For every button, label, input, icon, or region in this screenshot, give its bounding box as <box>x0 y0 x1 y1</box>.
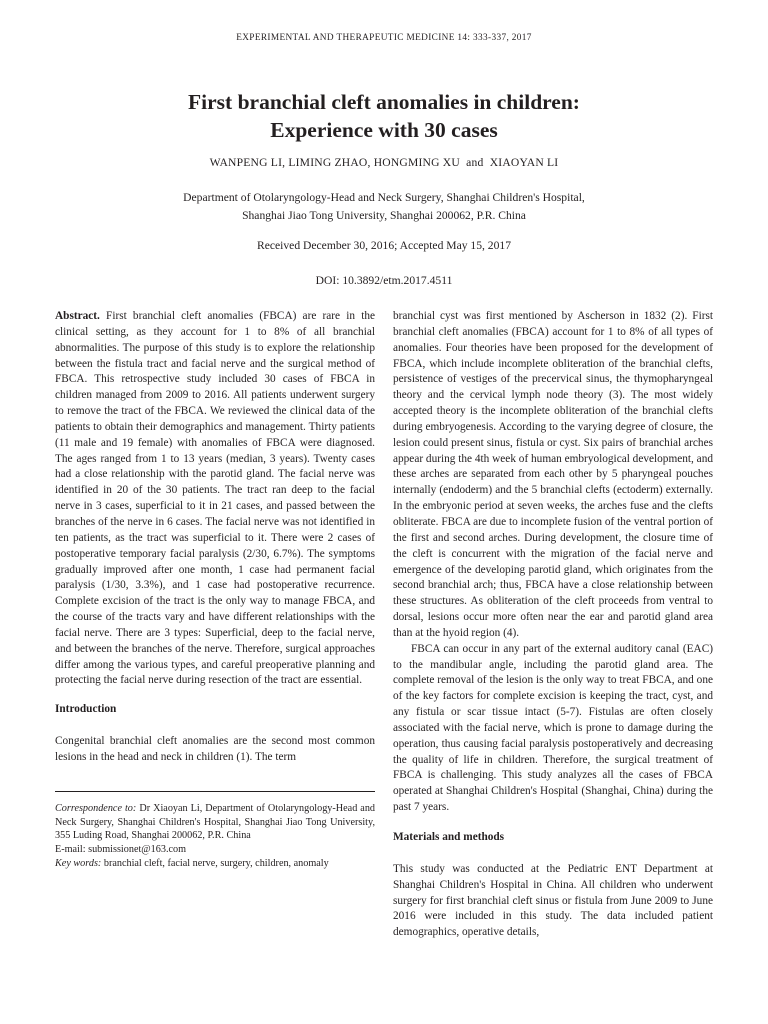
doi: DOI: 10.3892/etm.2017.4511 <box>315 274 453 287</box>
introduction-heading: Introduction <box>55 703 117 716</box>
article-title <box>0 88 768 144</box>
received-accepted-dates: Received December 30, 2016; Accepted May 15, 2017 <box>256 239 511 252</box>
left-column <box>55 309 375 871</box>
abstract-label: Abstract. <box>55 310 100 322</box>
introduction-continued: branchial cyst was first mentioned by Ascherson in 1832 (2). First branchial cleft anomalies (FBCA) account for 1 to 8% of all types of anomalies. Four theories have been proposed for the development of FBCA, which include incomplete obliteration of the branchial clefts, persistence of vestiges of the precervical sinus, the thymopharyngeal theory and the cervical lymph node theory (3). The most widely accepted theory is the incomplete obliteration of the branchial clefts during embryogenesis. According to the varying degree of closure, the lesion could present sinus, fistula or cyst. Six pairs of branchial arches appear during the 4th week of human embryological development, and these arches are separated from each other by 5 pharyngeal pouches internally (endoderm) and the 5 branchial clefts (ectoderm) externally. In the embryonic period at seven weeks, the arches fuse and the clefts obliterate. FBCA are due to incomplete fusion of the ventral portion of the first and second arches. During development, the closure time of the cleft is concurrent with the migration of the facial nerve and emergence of the developing parotid gland, which originates from the second branchial arch; thus, FBCA have a close relationship between these structures. As obliteration of the cleft proceeds from ventral to dorsal, lesions occur more often near the ear and parotid gland area than at the hyoid region (4). <box>393 310 713 639</box>
abstract <box>55 309 375 689</box>
affiliation-line-2: Shanghai Jiao Tong University, Shanghai 200062, P.R. China <box>242 209 526 222</box>
keywords-label: Key words: <box>55 857 102 869</box>
correspondence-email: E-mail: submissionet@163.com <box>55 844 187 856</box>
right-column <box>393 309 713 941</box>
methods-text: This study was conducted at the Pediatric ENT Department at Shanghai Children's Hospital in China. All children who underwent surgery for first branchial cleft sinus or fistula from June 2009 to June 2016 were included in this study. The data included patient demographics, operative details, <box>393 862 713 939</box>
abstract-text: First branchial cleft anomalies (FBCA) are rare in the clinical setting, as they account for 1 to 8% of all branchial abnormalities. The purpose of this study is to explore the relationship between the fistula tract and facial nerve and the surgical method of FBCA. This retrospective study included 30 cases of FBCA in children managed from 2009 to 2016. All patients underwent surgery to remove the tract of the FBCA. We reviewed the clinical data of the patients to obtain their demographics and management. Thirty patients (11 male and 19 female) with anomalies of FBCA were diagnosed. The ages ranged from 1 to 13 years (median, 3 years). Twenty cases had a close relationship with the parotid gland. The facial nerve was identified in 20 of the 30 patients. The tract ran deep to the facial nerve in 3 cases, superficial to it in 21 cases, and passed between the branches of the nerve in 6 cases. The facial nerve was not identified in ten patients, as the tract was superficial to it. There were 2 cases of postoperative temporary facial paralysis (2/30, 6.7%). The symptoms gradually improved after one month, 1 case had permanent facial paralysis (1/30, 3.3%), and 1 case had postoperative recurrence. Complete excision of the tract is the only way to manage FBCA, and the course of the tracts vary and have different relationships with the facial nerve. There are 3 types: Superficial, deep to the facial nerve, and between the branches of the nerve. Therefore, surgical approaches differ among the various types, and careful preoperative planning and protecting the facial nerve during resection of the tract are essential. <box>55 310 375 687</box>
running-header: EXPERIMENTAL AND THERAPEUTIC MEDICINE 14: 333-337, 2017 <box>236 33 532 43</box>
keywords <box>55 857 375 871</box>
footnote-divider <box>55 791 375 792</box>
correspondence-note <box>55 802 375 843</box>
correspondence-label: Correspondence to: <box>55 802 137 814</box>
correspondence-text: Dr Xiaoyan Li, Department of Otolaryngology-Head and Neck Surgery, Shanghai Children's Hospital, Shanghai Jiao Tong University, 355 Luding Road, Shanghai 200062, P.R. China <box>55 802 376 842</box>
article-title-line-1: First branchial cleft anomalies in children: <box>188 90 580 114</box>
affiliation-line-1: Department of Otolaryngology-Head and Neck Surgery, Shanghai Children's Hospital, <box>183 191 585 204</box>
keywords-text: branchial cleft, facial nerve, surgery, children, anomaly <box>103 857 329 869</box>
author-conjunction: and <box>466 156 484 169</box>
author-last: XIAOYAN LI <box>489 156 559 169</box>
affiliation <box>0 189 768 225</box>
article-title-line-2: Experience with 30 cases <box>270 118 498 142</box>
author-names: WANPENG LI, LIMING ZHAO, HONGMING XU <box>209 156 460 169</box>
author-list <box>0 156 768 169</box>
methods-heading: Materials and methods <box>393 831 505 843</box>
introduction-text: Congenital branchial cleft anomalies are the second most common lesions in the head and neck in children (1). The term <box>55 735 375 763</box>
introduction-paragraph-2: FBCA can occur in any part of the external auditory canal (EAC) to the mandibular angle, including the parotid gland area. The complete removal of the lesion is the only way to treat FBCA, and one of the key factors for complete excision is keeping the tract, cyst, and any fistula or scar tissue intact (5-7). Fistulas are often closely associated with the facial nerve, which is prone to damage during the operation, thus causing facial paralysis postoperatively and decreasing the quality of life in children. Therefore, the surgical treatment of FBCA is challenging. This study analyzes all the cases of FBCA operated at Shanghai Children's Hospital (Shanghai, China) during the past 7 years. <box>393 642 713 814</box>
